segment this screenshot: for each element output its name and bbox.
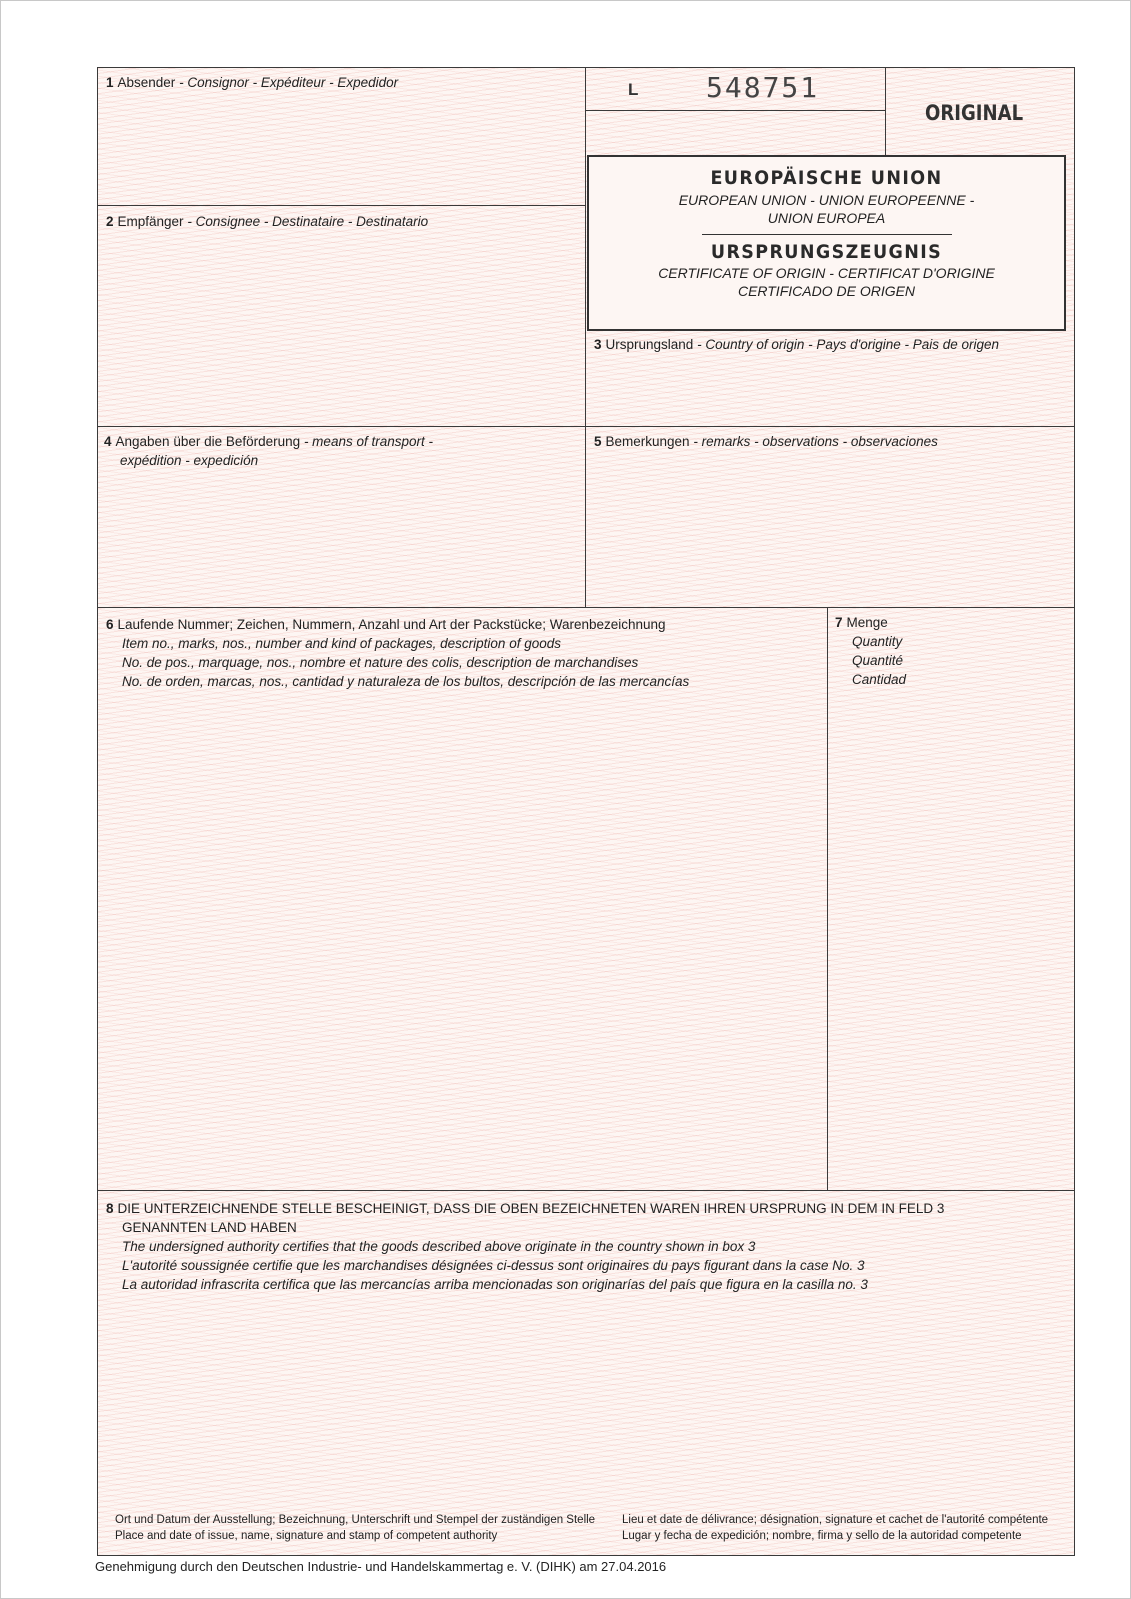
document-title-translations: CERTIFICATE OF ORIGIN - CERTIFICAT D'ORIGINE (658, 265, 995, 281)
box-4-label: 4 Angaben über die Beförderung - means of transport - expédition - expedición (104, 434, 433, 468)
box-2-consignee[interactable] (98, 205, 586, 426)
box-4-transport[interactable] (98, 426, 586, 607)
document-title-translations-2: CERTIFICADO DE ORIGEN (737, 283, 916, 299)
signature-caption-left: Ort und Datum der Ausstellung; Bezeichnung, Unterschrift und Stempel der zuständigen Stelle Place and date of issue, name, signature and stamp of competent authority (115, 1514, 596, 1542)
eu-title-translations-2: UNION EUROPEA (767, 210, 886, 226)
box-6-label: 6 Laufende Nummer; Zeichen, Nummern, Anzahl und Art der Packstücke; Warenbezeichnung Item no., marks, nos., number and kind of packages, description of goods No. de pos., marquage, nos., nombre et nature des colis, description de marchandises No. de orden, marcas, nos., cantidad y naturaleza de los bultos, descripción de las mercancías (106, 617, 690, 689)
box-1-consignor[interactable] (98, 68, 586, 205)
serial-prefix: L (628, 80, 639, 99)
serial-blank-field (586, 111, 886, 158)
box-6-goods-description[interactable] (98, 607, 828, 1190)
box-3-country-of-origin[interactable] (586, 327, 1074, 426)
box-2-label: 2 Empfänger - Consignee - Destinataire - Destinatario (106, 214, 429, 229)
box-5-remarks[interactable] (586, 426, 1074, 607)
header-divider (702, 234, 952, 235)
original-label: ORIGINAL (925, 101, 1024, 125)
signature-caption-right: Lieu et date de délivrance; désignation, signature et cachet de l'autorité compétente Lugar y fecha de expedición; nombre, firma y sello de la autoridad competente (622, 1514, 1049, 1542)
eu-title: EUROPÄISCHE UNION (710, 167, 943, 189)
document-title: URSPRUNGSZEUGNIS (710, 241, 943, 263)
box-7-label: 7 Menge Quantity Quantité Cantidad (835, 615, 907, 687)
box-7-quantity[interactable] (828, 607, 1074, 1190)
box-8-label: 8 DIE UNTERZEICHNENDE STELLE BESCHEINIGT, DASS DIE OBEN BEZEICHNETEN WAREN IHREN URSPRUNG IN DEM IN FELD 3 GENANNTEN LAND HABEN The undersigned authority certifies that the goods described above originate in the country shown in box 3 L'autorité soussignée certifie que les marchandises désignées ci-dessus sont originaires du pays figurant dans la case No. 3 La autoridad infrascrita certifica que las mercancías arriba mencionadas son originarías del país que figura en la casilla no. 3 (106, 1201, 945, 1292)
box-8-certification[interactable] (98, 1190, 1074, 1555)
serial-field (586, 68, 886, 111)
box-1-label: 1 Absender - Consignor - Expéditeur - Expedidor (106, 75, 399, 90)
serial-number: 548751 (706, 71, 820, 104)
box-3-label: 3 Ursprungsland - Country of origin - Pays d'origine - Pais de origen (594, 337, 1000, 352)
certificate-form (97, 67, 1075, 1556)
box-5-label: 5 Bemerkungen - remarks - observations - observaciones (594, 434, 938, 449)
eu-header-box (587, 155, 1066, 331)
eu-title-translations: EUROPEAN UNION - UNION EUROPEENNE - (678, 192, 975, 208)
approval-footer: Genehmigung durch den Deutschen Industrie- und Handelskammertag e. V. (DIHK) am 27.04.2016 (95, 1559, 667, 1574)
